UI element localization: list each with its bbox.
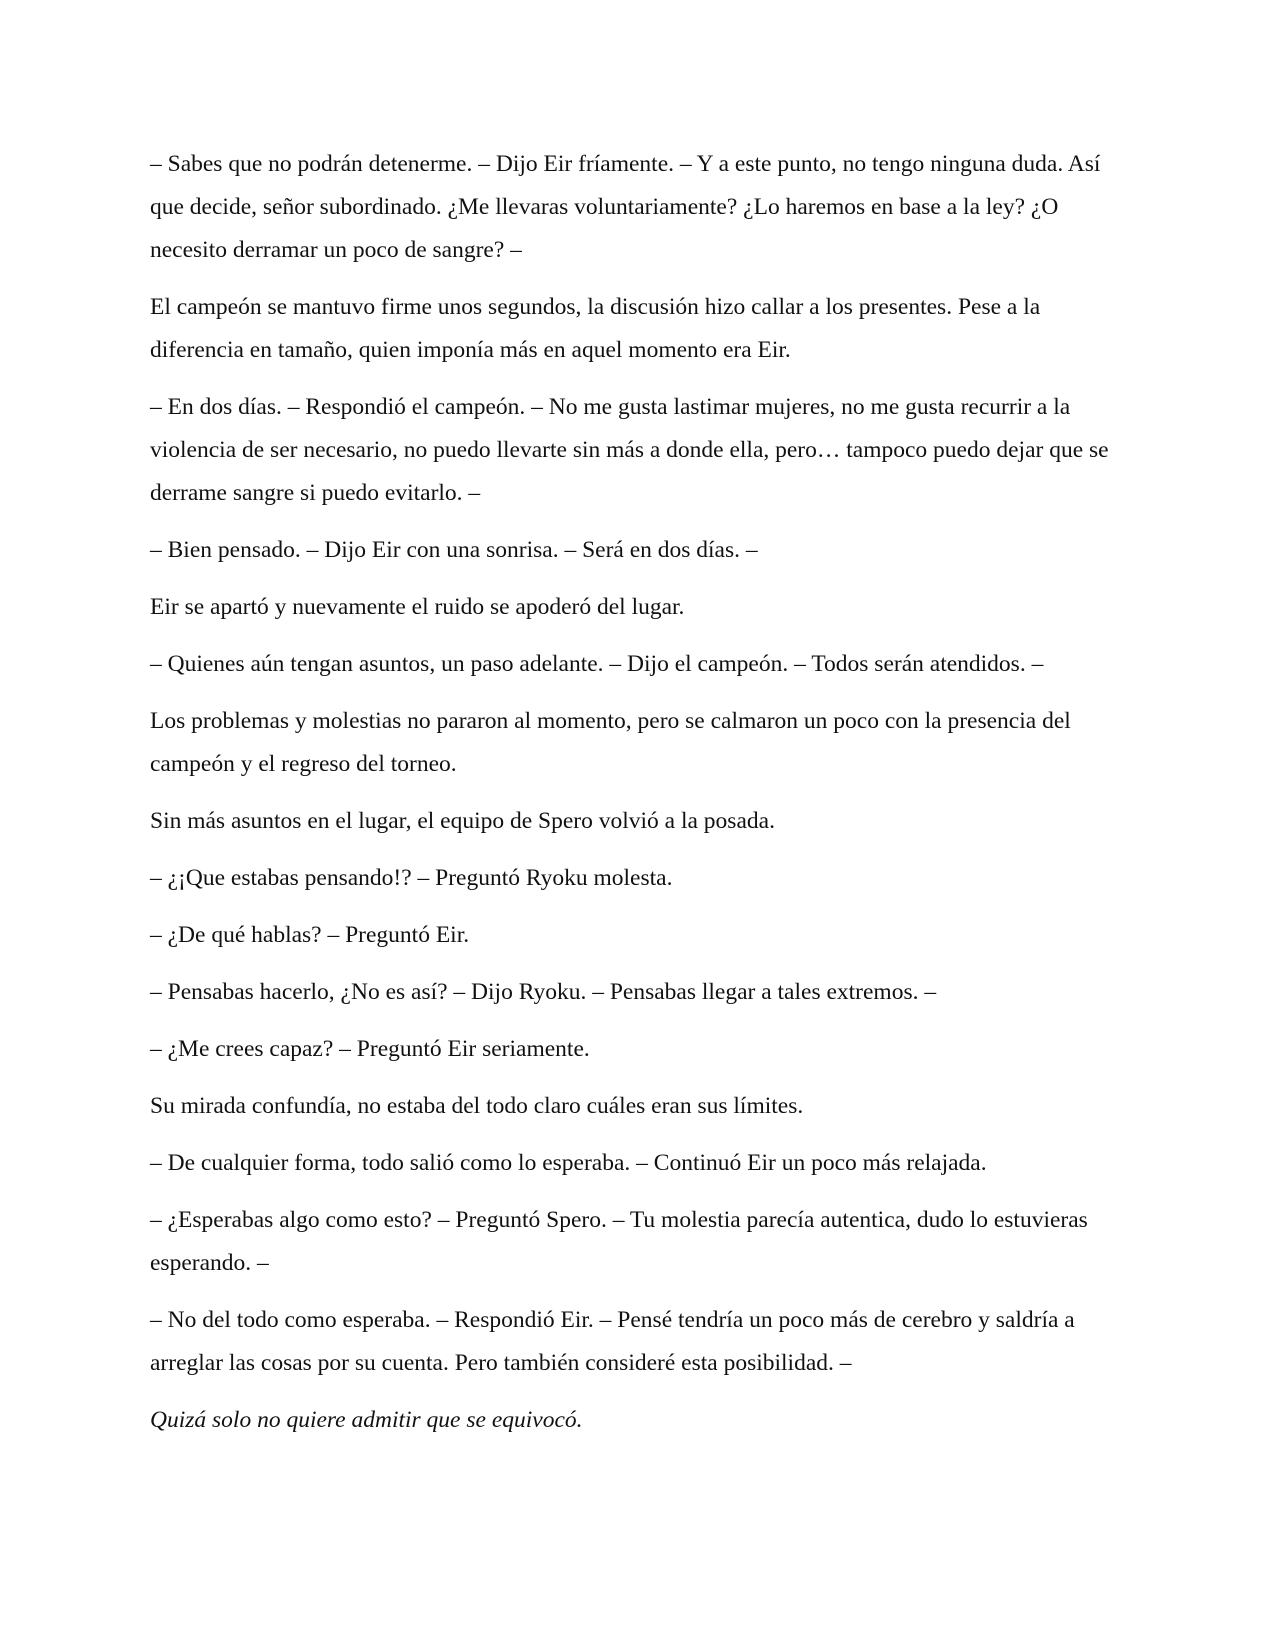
paragraph-9: – ¿¡Que estabas pensando!? – Preguntó Ryoku molesta. <box>150 865 673 891</box>
document-page <box>150 143 1130 1456</box>
paragraph-7: Los problemas y molestias no pararon al momento, pero se calmaron un poco con la presencia del campeón y el regreso del torneo. <box>150 708 1071 777</box>
paragraph-17-italic-thought: Quizá solo no quiere admitir que se equivocó. <box>150 1407 583 1433</box>
paragraph-15: – ¿Esperabas algo como esto? – Preguntó Spero. – Tu molestia parecía autentica, dudo lo estuvieras esperando. – <box>150 1207 1088 1276</box>
paragraph-2: El campeón se mantuvo firme unos segundos, la discusión hizo callar a los presentes. Pese a la diferencia en tamaño, quien imponía más en aquel momento era Eir. <box>150 294 1041 363</box>
paragraph-5: Eir se apartó y nuevamente el ruido se apoderó del lugar. <box>150 594 685 620</box>
paragraph-6: – Quienes aún tengan asuntos, un paso adelante. – Dijo el campeón. – Todos serán atendidos. – <box>150 651 1044 677</box>
paragraph-11: – Pensabas hacerlo, ¿No es así? – Dijo Ryoku. – Pensabas llegar a tales extremos. – <box>150 979 937 1005</box>
paragraph-10: – ¿De qué hablas? – Preguntó Eir. <box>150 922 470 948</box>
paragraph-14: – De cualquier forma, todo salió como lo esperaba. – Continuó Eir un poco más relajada. <box>150 1150 987 1176</box>
paragraph-12: – ¿Me crees capaz? – Preguntó Eir seriamente. <box>150 1036 590 1062</box>
paragraph-13: Su mirada confundía, no estaba del todo claro cuáles eran sus límites. <box>150 1093 804 1119</box>
paragraph-4: – Bien pensado. – Dijo Eir con una sonrisa. – Será en dos días. – <box>150 537 758 563</box>
paragraph-8: Sin más asuntos en el lugar, el equipo de Spero volvió a la posada. <box>150 808 775 834</box>
paragraph-3: – En dos días. – Respondió el campeón. – No me gusta lastimar mujeres, no me gusta recurrir a la violencia de ser necesario, no puedo llevarte sin más a donde ella, pero… tampoco puedo dejar que se derrame sangre si puedo evitarlo. – <box>150 394 1109 506</box>
paragraph-16: – No del todo como esperaba. – Respondió Eir. – Pensé tendría un poco más de cerebro y saldría a arreglar las cosas por su cuenta. Pero también consideré esta posibilidad. – <box>150 1307 1075 1376</box>
paragraph-1: – Sabes que no podrán detenerme. – Dijo Eir fríamente. – Y a este punto, no tengo ninguna duda. Así que decide, señor subordinado. ¿Me llevaras voluntariamente? ¿Lo haremos en base a la ley? ¿O necesito derramar un poco de sangre? – <box>150 151 1101 263</box>
